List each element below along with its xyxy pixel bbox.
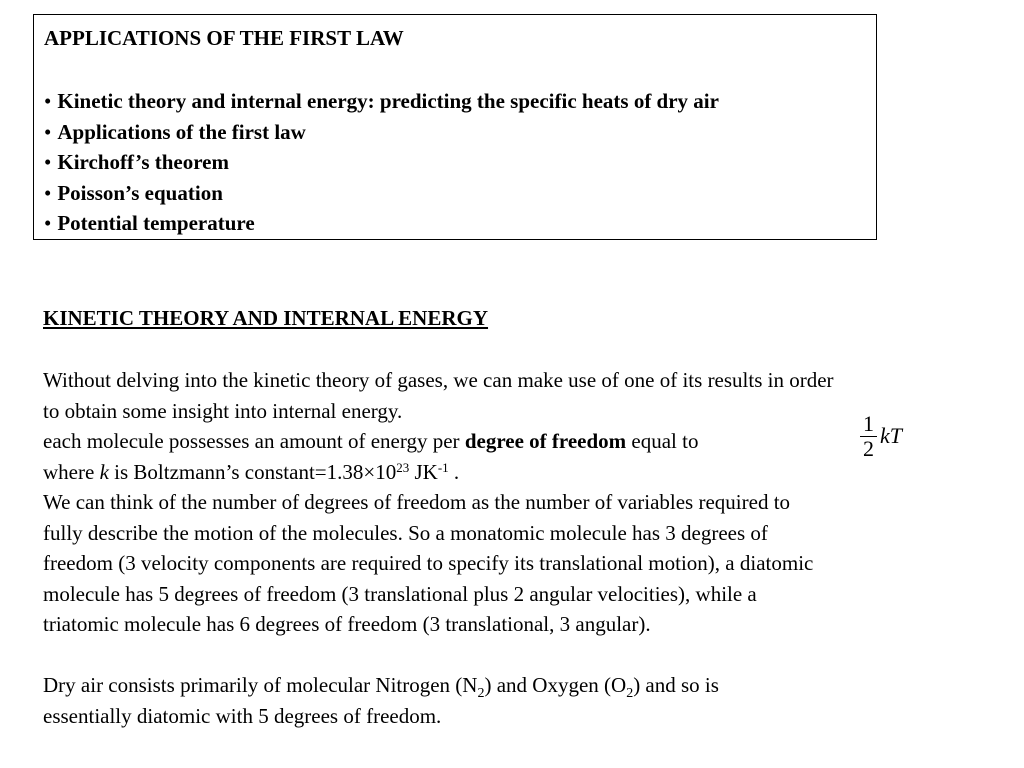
text-span: ) and Oxygen (O (484, 673, 627, 697)
exponent: 23 (396, 459, 410, 475)
section-heading: KINETIC THEORY AND INTERNAL ENERGY (43, 306, 489, 330)
k-symbol: k (99, 459, 109, 484)
body-text (43, 365, 1018, 731)
paragraph-line: molecule has 5 degrees of freedom (3 translational plus 2 angular velocities), while a (43, 581, 757, 606)
bullet-icon: • (44, 89, 52, 113)
text-span: each molecule possesses an amount of energy per (43, 429, 465, 453)
outline-item-label: Potential temperature (57, 211, 255, 235)
paragraph-line (43, 457, 1018, 488)
bullet-icon: • (44, 211, 52, 235)
fraction-denominator: 2 (863, 436, 874, 461)
energy-formula (860, 412, 902, 461)
paragraph-line: We can think of the number of degrees of freedom as the number of variables required to (43, 490, 791, 514)
text-span: equal to (626, 429, 699, 453)
paragraph-line: Without delving into the kinetic theory of gases, we can make use of one of its results in order (43, 368, 834, 392)
unit-exponent: -1 (437, 459, 449, 475)
text-span: is Boltzmann’s constant=1.38×10 (108, 459, 397, 484)
paragraph-line (43, 411, 1018, 461)
outline-item (44, 86, 719, 117)
paragraph-line: to obtain some insight into internal energy. (43, 398, 403, 423)
outline-item-label: Poisson’s equation (57, 180, 223, 205)
outline-title: APPLICATIONS OF THE FIRST LAW (44, 26, 404, 50)
subscript: 2 (477, 686, 485, 701)
fraction-numerator: 1 (860, 412, 877, 437)
outline-item-label: Kirchoff’s theorem (57, 150, 229, 174)
kt-symbol: kT (880, 423, 902, 449)
outline-item-label: Applications of the first law (57, 119, 306, 144)
outline-list (44, 86, 719, 239)
outline-item (44, 178, 719, 209)
paragraph-line: fully describe the motion of the molecules. So a monatomic molecule has 3 degrees of (43, 520, 768, 545)
subscript: 2 (626, 686, 634, 701)
outline-item (44, 147, 719, 178)
outline-item-label: Kinetic theory and internal energy: predicting the specific heats of dry air (57, 89, 719, 113)
text-span: JK (409, 459, 438, 484)
paragraph-line (43, 670, 1018, 701)
bullet-icon: • (44, 150, 52, 174)
bullet-icon: • (44, 119, 52, 144)
text-span: Dry air consists primarily of molecular Nitrogen (N (43, 673, 478, 697)
outline-box (33, 14, 877, 240)
text-span: where (43, 459, 100, 484)
text-span: . (448, 459, 460, 484)
paragraph-line: freedom (3 velocity components are required to specify its translational motion), a diatomic (43, 551, 814, 575)
paragraph-gap (43, 640, 1018, 671)
bullet-icon: • (44, 180, 52, 205)
half-fraction (860, 412, 877, 461)
paragraph-line: essentially diatomic with 5 degrees of freedom. (43, 703, 442, 728)
text-span: ) and so is (633, 673, 719, 697)
degree-of-freedom-term: degree of freedom (464, 429, 627, 453)
paragraph-line: triatomic molecule has 6 degrees of freedom (3 translational, 3 angular). (43, 612, 651, 636)
outline-item (44, 208, 719, 239)
outline-item (44, 117, 719, 148)
